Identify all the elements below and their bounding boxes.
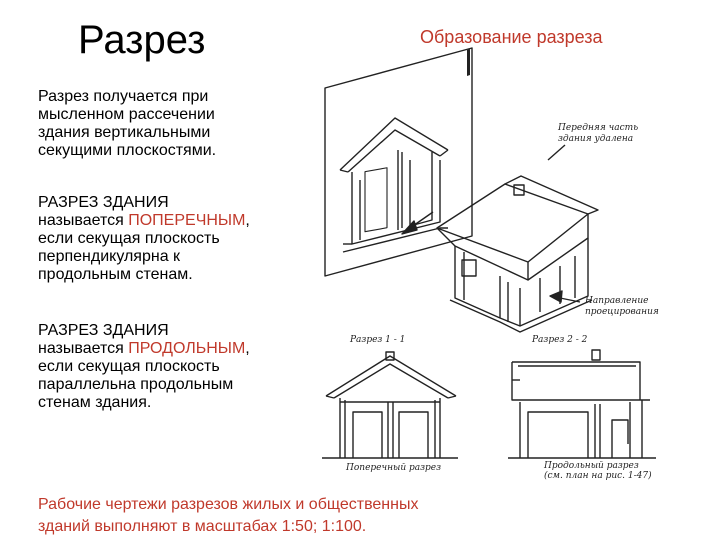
intro-line: здания вертикальными xyxy=(38,124,211,141)
intro-line: мысленном рассечении xyxy=(38,106,215,123)
house-isometric xyxy=(437,176,598,332)
transverse-line: перпендикулярна к xyxy=(38,248,181,265)
front-part-label-2: здания удалена xyxy=(558,134,634,144)
intro-line: Разрез получается при xyxy=(38,88,209,105)
projection-label-2: проецирования xyxy=(585,307,659,317)
longitudinal-line: параллельна продольным xyxy=(38,376,234,393)
longitudinal-caption-1: Продольный разрез xyxy=(544,461,639,471)
page-subtitle: Образование разреза xyxy=(420,27,603,47)
projected-section xyxy=(340,118,448,252)
called-prefix: называется xyxy=(38,212,129,229)
projection-label-1: Направление xyxy=(585,296,649,306)
transverse-line: если секущая плоскость xyxy=(38,230,220,247)
called-suffix: , xyxy=(245,340,250,357)
longitudinal-heading: РАЗРЕЗ ЗДАНИЯ xyxy=(38,322,169,339)
longitudinal-line: если секущая плоскость xyxy=(38,358,220,375)
longitudinal-caption-2: (см. план на рис. 1-47) xyxy=(544,471,652,481)
longitudinal-term: ПРОДОЛЬНЫМ xyxy=(128,340,246,357)
scale-note-line: зданий выполняют в масштабах 1:50; 1:100. xyxy=(38,518,367,535)
transverse-caption: Поперечный разрез xyxy=(346,463,442,473)
page-title: Разрез xyxy=(78,18,206,62)
called-suffix: , xyxy=(245,212,250,229)
longitudinal-line: стенам здания. xyxy=(38,394,152,411)
front-part-label-1: Передняя часть xyxy=(558,123,639,133)
section-1-1-drawing xyxy=(322,352,458,458)
transverse-term: ПОПЕРЕЧНЫМ xyxy=(128,212,246,229)
transverse-line: продольным стенам. xyxy=(38,266,193,283)
transverse-heading: РАЗРЕЗ ЗДАНИЯ xyxy=(38,194,169,211)
intro-line: секущими плоскостями. xyxy=(38,142,217,159)
section-2-2-label: Разрез 2 - 2 xyxy=(532,335,588,345)
scale-note-line: Рабочие чертежи разрезов жилых и общественных xyxy=(38,496,419,513)
called-prefix: называется xyxy=(38,340,129,357)
section-2-2-drawing xyxy=(508,350,656,458)
section-1-1-label: Разрез 1 - 1 xyxy=(350,335,406,345)
